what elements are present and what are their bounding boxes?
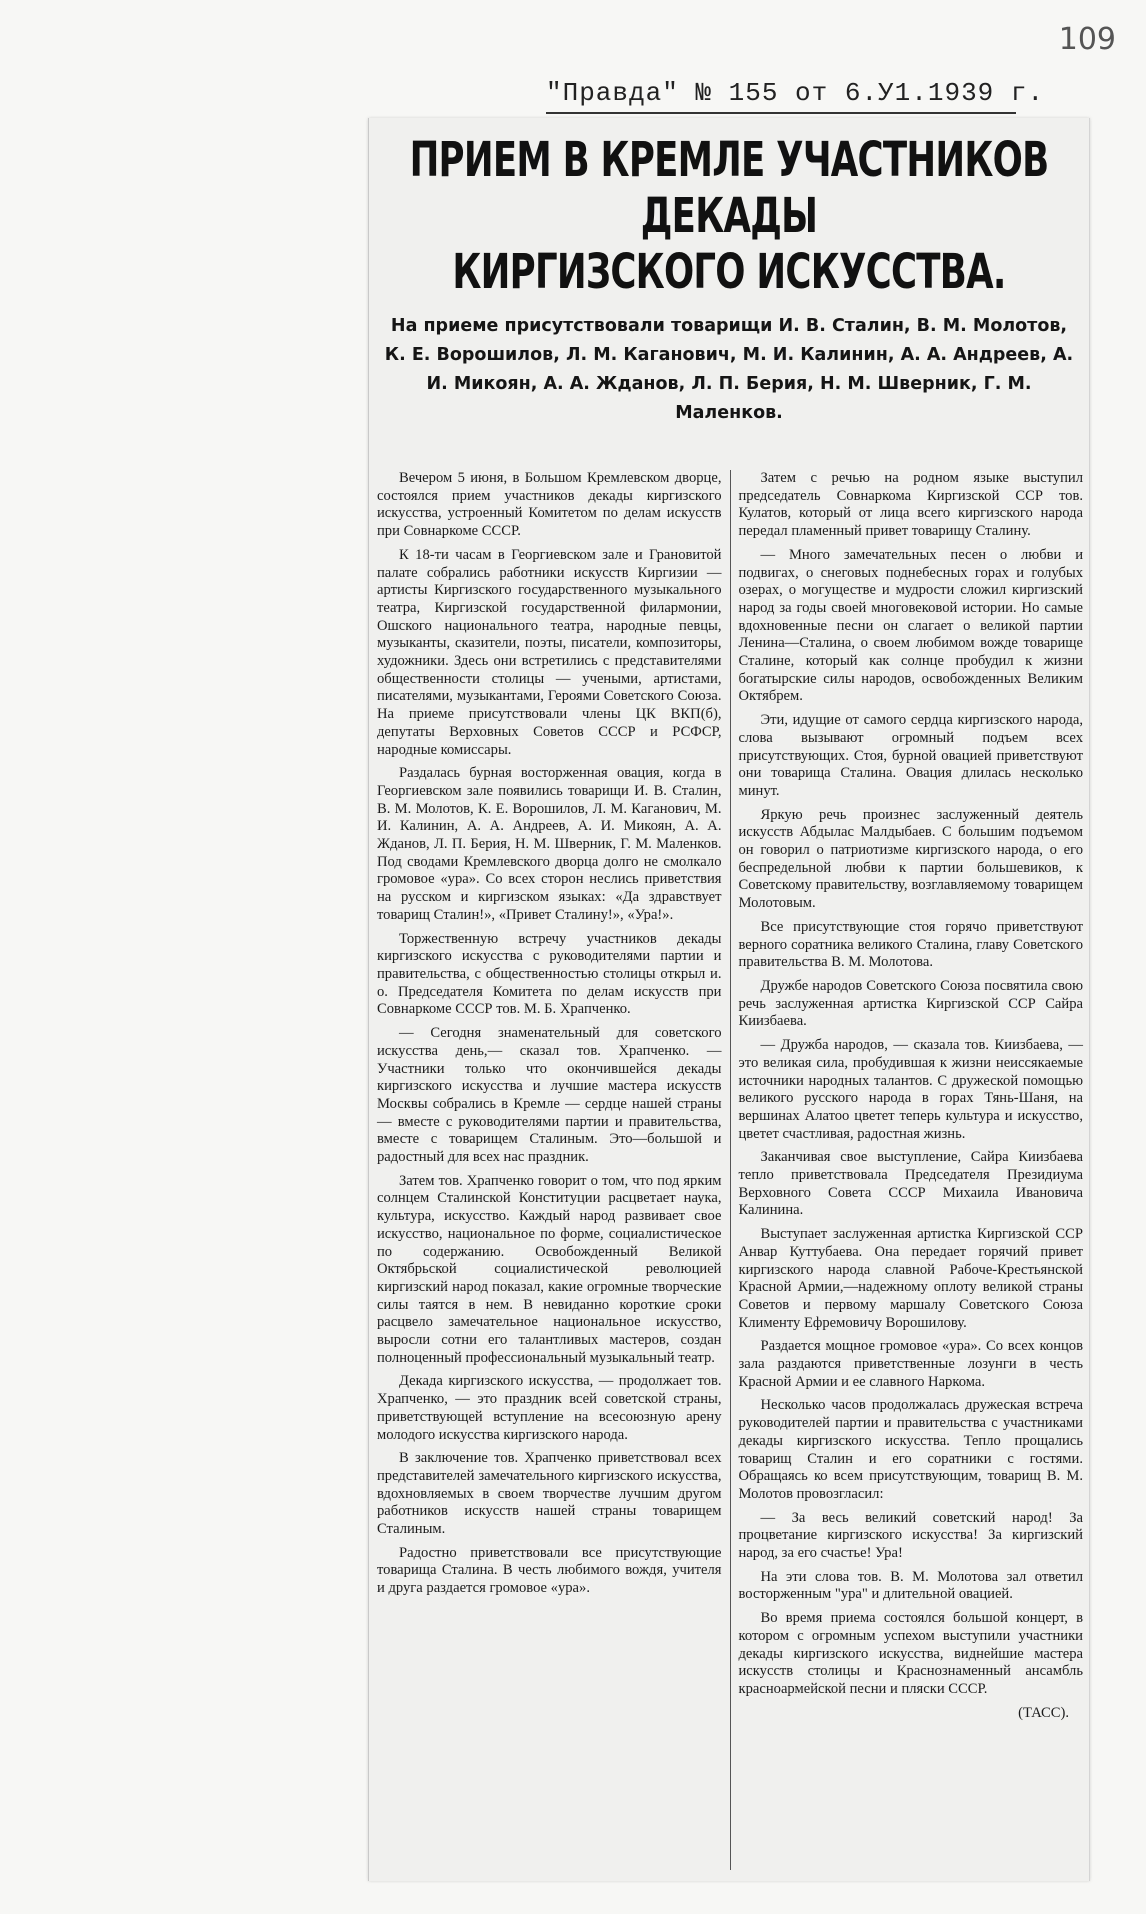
paragraph: В заключение тов. Храпченко приветствовал всех представителей замечательного киргизского искусства, вдохновляемых в своем творчестве лучшим другом работников искусств нашей страны товарищем Сталиным. (377, 1450, 722, 1538)
paragraph: Радостно приветствовали все присутствующие товарища Сталина. В честь любимого вождя, учителя и друга раздается громовое «ура». (377, 1544, 722, 1597)
paragraph: К 18-ти часам в Георгиевском зале и Грановитой палате собрались работники искусств Киргизии — артисты Киргизского государственного музыкального театра, Киргизской государственной филармонии, Ошского национального театра, народные певцы, музыканты, сказители, поэты, писатели, композиторы, художники. Здесь они встретились с представителями общественности столицы — учеными, артистами, писателями, музыкантами, Героями Советского Союза. На приеме присутствовали члены ЦК ВКП(б), депутаты Верховных Советов СССР и РСФСР, народные комиссары. (377, 546, 722, 758)
paragraph: Эти, идущие от самого сердца киргизского народа, слова вызывают огромный подъем всех присутствующих. Стоя, бурной овацией приветствуют они товарища Сталина. Овация длилась несколько минут. (738, 712, 1083, 799)
paragraph: — Сегодня знаменательный для советского искусства день,— сказал тов. Храпченко. — Участники только что окончившейся декады киргизского искусства и лучшие мастера искусств Москвы собрались в Кремле — сердце нашей страны — вместе с руководителями партии и правительства, вместе с товарищем Сталиным. Это—большой и радостный для всех нас праздник. (377, 1025, 722, 1166)
paragraph: Раздается мощное громовое «ура». Со всех концов зала раздаются приветственные лозунги в честь Красной Армии и ее славного Наркома. (738, 1338, 1083, 1390)
paragraph: Выступает заслуженная артистка Киргизской ССР Анвар Куттубаева. Она передает горячий привет киргизского народа славной Рабоче-Крестьянской Красной Армии,—надежному оплоту великой страны Советов и первому маршалу Советского Союза Клименту Ефремовичу Ворошилову. (738, 1226, 1083, 1331)
paragraph: Во время приема состоялся большой концерт, в котором с огромным успехом выступили участники декады киргизского искусства, виднейшие мастера искусств столицы и Краснознаменный ансамбль красноармейской песни и пляски СССР. (738, 1610, 1083, 1697)
paragraph: Дружбе народов Советского Союза посвятила свою речь заслуженная артистка Киргизской ССР Сайра Киизбаева. (738, 977, 1083, 1030)
newspaper-clipping (368, 118, 1090, 1881)
article-column-right (730, 470, 1084, 1870)
article-headline (381, 132, 1077, 300)
paragraph: — За весь великий советский народ! За процветание киргизского искусства! За киргизский народ, за его счастье! Ура! (738, 1509, 1083, 1562)
article-subheadline: На приеме присутствовали товарищи И. В. Сталин, В. М. Молотов, К. Е. Ворошилов, Л. М. Каганович, М. И. Калинин, А. А. Андреев, А. И. Микоян, А. А. Жданов, Л. П. Берия, Н. М. Шверник, Г. М. Маленков. (384, 316, 1074, 423)
paragraph: На эти слова тов. В. М. Молотова зал ответил восторженным "ура" и длительной овацией. (738, 1568, 1083, 1603)
paragraph: — Дружба народов, — сказала тов. Киизбаева, — это великая сила, пробудившая к жизни неиссякаемые источники народных талантов. С дружеской помощью великого русского народа в горах Тянь-Шаня, на вершинах Алатоо цветет теперь культура и искусство, цветет счастливая, радостная жизнь. (738, 1037, 1083, 1142)
archive-page-number: 109 (1058, 22, 1116, 57)
source-stamp: "Правда" № 155 от 6.У1.1939 г. (546, 78, 1045, 108)
paragraph: Декада киргизского искусства, — продолжает тов. Храпченко, — это праздник всей советской страны, приветствующей вступление на всесоюзную арену молодого искусства киргизского народа. (377, 1373, 722, 1443)
paragraph: — Много замечательных песен о любви и подвигах, о снеговых поднебесных горах и голубых озерах, о могуществе и мудрости сложил киргизский народ за годы своей многовековой истории. Но самые вдохновенные песни он слагает о великой партии Ленина—Сталина, о своем любимом вожде товарище Сталине, который как солнце пробудил к жизни богатырские силы народов, освобожденных Великим Октябрем. (738, 546, 1083, 705)
article-column-left (377, 470, 730, 1870)
paragraph: Раздалась бурная восторженная овация, когда в Георгиевском зале появились товарищи И. В. Сталин, В. М. Молотов, К. Е. Ворошилов, Л. М. Каганович, М. И. Калинин, А. А. Андреев, А. И. Микоян, А. А. Жданов, Л. П. Берия, Н. М. Шверник, Г. М. Маленков. Под сводами Кремлевского дворца долго не смолкало громовое «ура». Со всех сторон неслись приветствия на русском и киргизском языках: «Да здравствует товарищ Сталин!», «Привет Сталину!», «Ура!». (377, 765, 722, 923)
paragraph: Все присутствующие стоя горячо приветствуют верного соратника великого Сталина, главу Советского правительства В. М. Молотова. (738, 918, 1083, 971)
headline-line-1: ПРИЕМ В КРЕМЛЕ УЧАСТНИКОВ ДЕКАДЫ (409, 132, 1049, 244)
stamp-underline (546, 112, 1016, 114)
paragraph: Вечером 5 июня, в Большом Кремлевском дворце, состоялся прием участников декады киргизского искусства, устроенный Комитетом по делам искусств при Совнаркоме СССР. (377, 470, 722, 540)
article-signature: (ТАСС). (1018, 1704, 1069, 1721)
paragraph: Заканчивая свое выступление, Сайра Киизбаева тепло приветствовала Председателя Президиума Верховного Совета СССР Михаила Ивановича Калинина. (738, 1149, 1083, 1219)
headline-line-2: КИРГИЗСКОГО ИСКУССТВА. (452, 244, 1006, 300)
paragraph: Затем с речью на родном языке выступил председатель Совнаркома Киргизской ССР тов. Кулатов, который от лица всего киргизского народа передал пламенный привет товарищу Сталину. (738, 470, 1083, 540)
paragraph: Яркую речь произнес заслуженный деятель искусств Абдылас Малдыбаев. С большим подъемом он говорил о патриотизме киргизского народа, о его беспредельной любви к партии большевиков, к Советскому правительству, возглавляемому товарищем Молотовым. (738, 806, 1083, 912)
article-body (377, 470, 1083, 1870)
paragraph: Несколько часов продолжалась дружеская встреча руководителей партии и правительства с участниками декады киргизского искусства. Тепло прощались товарищ Сталин и его соратники с гостями. Обращаясь ко всем присутствующим, товарищ В. М. Молотов провозгласил: (738, 1397, 1083, 1502)
paragraph: Затем тов. Храпченко говорит о том, что под ярким солнцем Сталинской Конституции расцветает наука, культура, искусство. Каждый народ развивает свое искусство, национальное по форме, социалистическое по содержанию. Освобожденный Великой Октябрьской социалистической революцией киргизский народ показал, какие огромные творческие силы таятся в нем. В невиданно короткие сроки расцвело замечательное национальное искусство, выросли сотни его талантливых мастеров, создан полноценный профессиональный музыкальный театр. (377, 1172, 722, 1366)
paragraph: Торжественную встречу участников декады киргизского искусства с руководителями партии и правительства, с общественностью столицы открыл и. о. Председателя Комитета по делам искусств при Совнаркоме СССР тов. М. Б. Храпченко. (377, 930, 722, 1018)
